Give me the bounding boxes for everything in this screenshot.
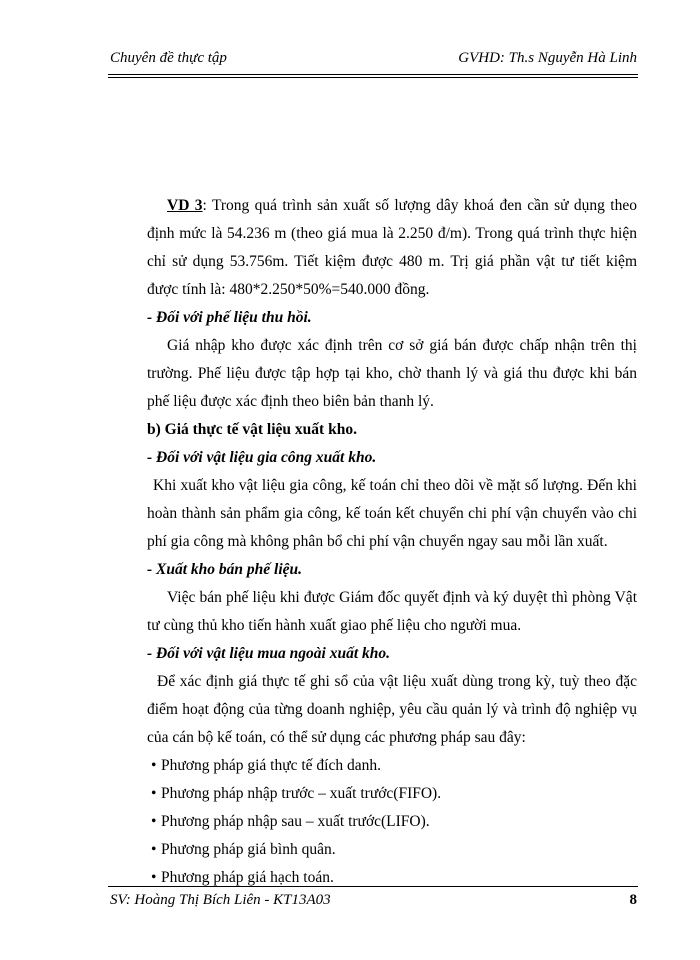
list-item: • Phương pháp giá bình quân. xyxy=(147,836,637,864)
list-item: • Phương pháp nhập trước – xuất trước(FIFO). xyxy=(147,780,637,808)
heading-purchased-materials: - Đối với vật liệu mua ngoài xuất kho. xyxy=(147,645,390,662)
paragraph-scrap-recovered: Giá nhập kho được xác định trên cơ sở giá bán được chấp nhận trên thị trường. Phế liệu được tập hợp tại kho, chờ thanh lý và giá thu được khi bán phế liệu được xác định theo biên bản thanh lý. xyxy=(147,337,637,410)
bullet-icon: • xyxy=(151,869,157,886)
list-item: • Phương pháp giá hạch toán. xyxy=(147,864,637,892)
page-footer xyxy=(110,892,637,909)
heading-issue-price: b) Giá thực tế vật liệu xuất kho. xyxy=(147,421,357,438)
bullet-icon: • xyxy=(151,757,157,774)
list-item: • Phương pháp nhập sau – xuất trước(LIFO). xyxy=(147,808,637,836)
paragraph-purchased-materials: Để xác định giá thực tế ghi sổ của vật liệu xuất dùng trong kỳ, tuỳ theo đặc điểm hoạt động của từng doanh nghiệp, yêu cầu quản lý và trình độ nghiệp vụ của cán bộ kế toán, có thể sử dụng các phương pháp sau đây: xyxy=(147,673,637,746)
header-rule xyxy=(108,74,638,78)
bullet-icon: • xyxy=(151,813,157,830)
example-paragraph xyxy=(147,192,637,304)
header-supervisor: GVHD: Th.s Nguyễn Hà Linh xyxy=(458,50,637,66)
list-item: • Phương pháp giá thực tế đích danh. xyxy=(147,752,637,780)
heading-sell-scrap: - Xuất kho bán phế liệu. xyxy=(147,561,303,578)
paragraph-processing-materials: Khi xuất kho vật liệu gia công, kế toán chỉ theo dõi về mặt số lượng. Đến khi hoàn thành sản phẩm gia công, kế toán kết chuyển chi phí vận chuyển vào chi phí gia công mà không phân bổ chi phí vận chuyển ngay sau mỗi lần xuất. xyxy=(147,477,637,550)
header-topic: Chuyên đề thực tập xyxy=(110,50,227,66)
page-header xyxy=(110,50,637,67)
page-number: 8 xyxy=(629,892,637,908)
bullet-icon: • xyxy=(151,841,157,858)
bullet-icon: • xyxy=(151,785,157,802)
heading-scrap-recovered: - Đối với phế liệu thu hồi. xyxy=(147,309,312,326)
example-label: VD 3 xyxy=(167,197,203,214)
paragraph-sell-scrap: Việc bán phế liệu khi được Giám đốc quyết định và ký duyệt thì phòng Vật tư cùng thủ kho tiến hành xuất giao phế liệu cho người mua. xyxy=(147,589,637,634)
heading-processing-materials: - Đối với vật liệu gia công xuất kho. xyxy=(147,449,377,466)
page-body xyxy=(147,192,637,892)
example-text: : Trong quá trình sản xuất số lượng dây khoá đen cần sử dụng theo định mức là 54.236 m (theo giá mua là 2.250 đ/m). Trong quá trình thực hiện chỉ sử dụng 53.756m. Tiết kiệm được 480 m. Trị giá phần vật tư tiết kiệm được tính là: 480*2.250*50%=540.000 đồng. xyxy=(147,197,637,298)
footer-rule xyxy=(108,886,638,887)
footer-student: SV: Hoàng Thị Bích Liên - KT13A03 xyxy=(110,892,331,908)
